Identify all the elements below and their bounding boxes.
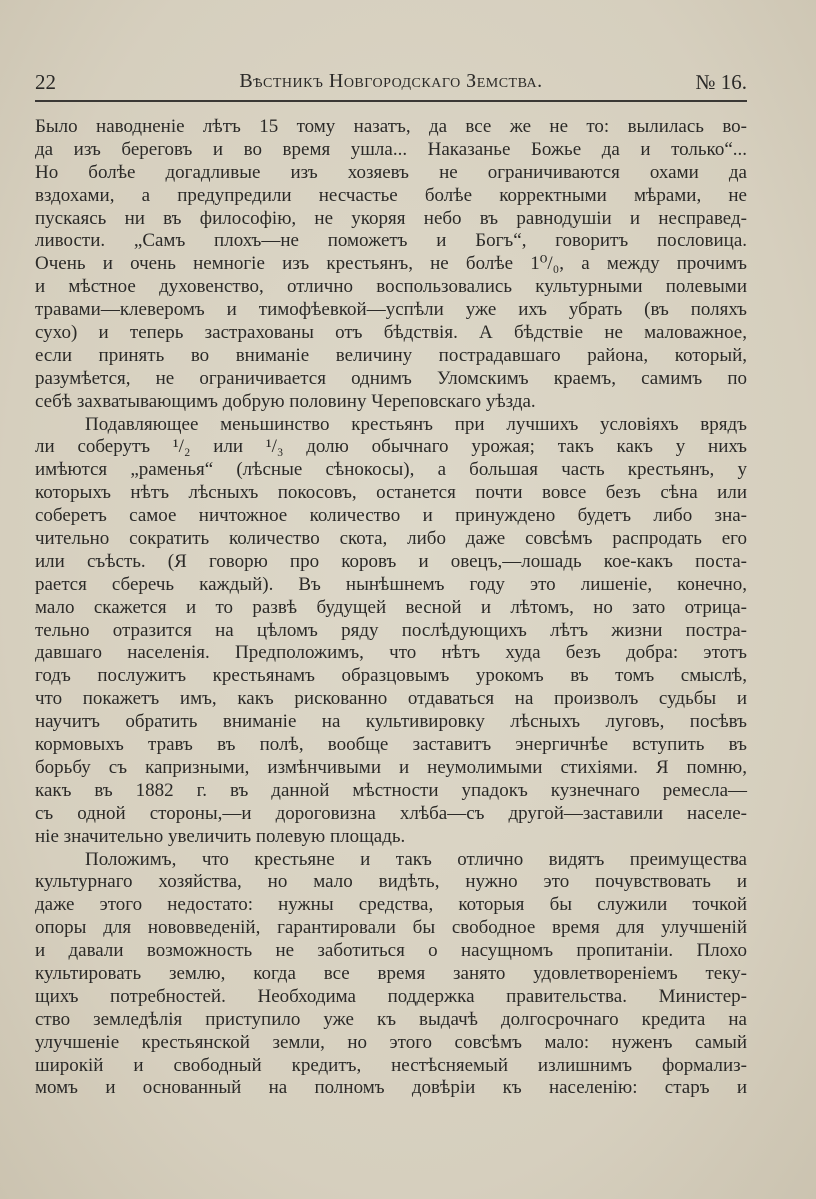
text-line-content: тельно отразится на цѣломъ ряду послѣдующихъ лѣтъ жизни постра-: [35, 619, 747, 641]
text-line-content: момъ и основанный на полномъ довѣріи къ населенію: старъ и: [35, 1077, 747, 1099]
text-line: [35, 528, 747, 551]
article-body: [35, 116, 747, 1100]
text-line: [35, 116, 747, 139]
text-line: [35, 345, 747, 368]
text-line: [35, 963, 747, 986]
text-line-content: научитъ обратить вниманіе на культивировку лѣсныхъ луговъ, посѣвъ: [35, 711, 747, 733]
text-line: [35, 459, 747, 482]
text-line-content: Но болѣе догадливые изъ хозяевъ не ограничиваются охами да: [35, 161, 747, 183]
text-line-content: если принять во вниманіе величину пострадавшаго района, который,: [35, 344, 747, 366]
text-line: [35, 917, 747, 940]
text-line: [35, 505, 747, 528]
text-line-content: мало скажется и то развѣ будущей весной и лѣтомъ, но зато отрица-: [35, 596, 747, 618]
text-line: [35, 734, 747, 757]
text-line-content: ство земледѣлія приступило уже къ выдачѣ долгосрочнаго кредита на: [35, 1008, 747, 1030]
text-line-content: пускаясь ни въ философію, не укоряя небо въ равнодушіи и несправед-: [35, 207, 747, 229]
text-line: [35, 849, 747, 872]
text-line-content: годъ послужитъ крестьянамъ образцовымъ урокомъ въ томъ смыслѣ,: [35, 665, 747, 687]
text-line: [35, 665, 747, 688]
text-line-content: ли соберутъ ¹/₂ или ¹/₃ долю обычнаго урожая; такъ какъ у нихъ: [35, 436, 747, 458]
text-line: [35, 322, 747, 345]
text-line-content: кормовыхъ травъ въ полѣ, вообще заставитъ энергичнѣе вступить въ: [35, 734, 747, 756]
text-line: [35, 642, 747, 665]
text-line-content: даже этого недостато: нужны средства, которыя бы служили точкой: [35, 894, 747, 916]
text-line-content: сухо) и теперь застрахованы отъ бѣдствія. А бѣдствіе не маловажное,: [35, 322, 747, 344]
text-line: [35, 574, 747, 597]
text-line-content: и давали возможность не заботиться о насущномъ пропитаніи. Плохо: [35, 940, 747, 962]
text-line-content: улучшеніе крестьянской земли, но этого совсѣмъ мало: нуженъ самый: [35, 1031, 747, 1053]
text-line: [35, 1055, 747, 1078]
text-line: [35, 1032, 747, 1055]
text-line: [35, 1077, 747, 1100]
text-line: [35, 871, 747, 894]
text-line-content: борьбу съ капризными, измѣнчивыми и неумолимыми стихіями. Я помню,: [35, 756, 747, 778]
text-line: [35, 230, 747, 253]
text-line: [35, 208, 747, 231]
running-header: [35, 66, 747, 102]
text-line: [35, 139, 747, 162]
text-line: [35, 620, 747, 643]
text-line-content: травами—клеверомъ и тимофѣевкой—успѣли уже ихъ убрать (въ поляхъ: [35, 299, 747, 321]
text-line: [35, 688, 747, 711]
text-line: [35, 276, 747, 299]
text-line-content: Положимъ, что крестьяне и такъ отлично видятъ преимущества: [85, 848, 747, 870]
text-line-content: культировать землю, когда все время занято удовлетвореніемъ теку-: [35, 962, 747, 984]
text-line: [35, 162, 747, 185]
issue-number: № 16.: [695, 70, 747, 94]
text-line-content: ливости. „Самъ плохъ—не поможетъ и Богъ“, говоритъ пословица.: [35, 230, 747, 252]
text-line-content: какъ въ 1882 г. въ данной мѣстности упадокъ кузнечнаго ремесла—: [35, 779, 747, 801]
text-line-content: что покажетъ имъ, какъ рискованно отдаваться на произволъ судьбы и: [35, 688, 747, 710]
text-line-content: ніе значительно увеличить полевую площадь.: [35, 825, 406, 847]
text-line-content: имѣются „раменья“ (лѣсные сѣнокосы), а большая часть крестьянъ, у: [35, 459, 747, 481]
text-line: [35, 1009, 747, 1032]
text-line: [35, 414, 747, 437]
text-line-content: съ одной стороны,—и дороговизна хлѣба—съ другой—заставили населе-: [35, 802, 747, 824]
text-line: [35, 551, 747, 574]
journal-title: Вѣстникъ Новгородскаго Земства.: [239, 70, 543, 92]
text-line: [35, 391, 747, 414]
text-line-content: которыхъ нѣтъ лѣсныхъ покосовъ, останется почти вовсе безъ сѣна или: [35, 482, 747, 504]
text-line-content: щихъ потребностей. Необходима поддержка правительства. Министер-: [35, 985, 747, 1007]
text-line: [35, 826, 747, 849]
text-line-content: культурнаго хозяйства, но мало видѣть, нужно это почувствовать и: [35, 871, 747, 893]
text-line: [35, 894, 747, 917]
text-line-content: себѣ захватывающимъ добрую половину Череповскаго уѣзда.: [35, 390, 536, 412]
text-line-content: давшаго населенія. Предположимъ, что нѣтъ худа безъ добра: этотъ: [35, 642, 747, 664]
text-line-content: Было наводненіе лѣтъ 15 тому назатъ, да все же не то: вылилась во-: [35, 116, 747, 137]
text-line: [35, 940, 747, 963]
text-line-content: широкій и свободный кредитъ, нестѣсняемый излишнимъ формализ-: [35, 1054, 747, 1076]
text-line: [35, 711, 747, 734]
text-line: [35, 185, 747, 208]
text-line: [35, 986, 747, 1009]
text-line-content: раетcя сберечь каждый). Въ нынѣшнемъ году это лишеніе, конечно,: [35, 573, 747, 595]
text-line-content: или съѣсть. (Я говорю про коровъ и овецъ,—лошадь кое-какъ поста-: [35, 550, 747, 572]
text-line-content: да изъ береговъ и во время ушла... Наказанье Божье да и только“...: [35, 138, 747, 160]
text-line-content: соберетъ самое ничтожное количество и принуждено будетъ либо зна-: [35, 505, 747, 527]
text-line-content: и мѣстное духовенство, отлично воспользовались культурными полевыми: [35, 276, 747, 298]
text-line: [35, 436, 747, 459]
text-line-content: Подавляющее меньшинство крестьянъ при лучшихъ условіяхъ врядъ: [85, 413, 747, 435]
text-line: [35, 757, 747, 780]
text-line-content: разумѣется, не ограничивается однимъ Уломскимъ краемъ, самимъ по: [35, 367, 747, 389]
text-line: [35, 803, 747, 826]
text-line-content: Очень и очень немногіе изъ крестьянъ, не болѣе 1⁰/₀, а между прочимъ: [35, 253, 747, 275]
page-number: 22: [35, 70, 56, 94]
text-line-content: вздохами, а предупредили несчастье болѣе корректными мѣрами, не: [35, 184, 747, 206]
text-line: [35, 253, 747, 276]
text-line-content: чительно сократить количество скота, либо даже совсѣмъ распродать его: [35, 528, 747, 550]
text-line-content: опоры для нововведеній, гарантировали бы свободное время для улучшеній: [35, 917, 747, 939]
text-line: [35, 368, 747, 391]
text-line: [35, 780, 747, 803]
text-line: [35, 299, 747, 322]
text-line: [35, 482, 747, 505]
text-line: [35, 597, 747, 620]
